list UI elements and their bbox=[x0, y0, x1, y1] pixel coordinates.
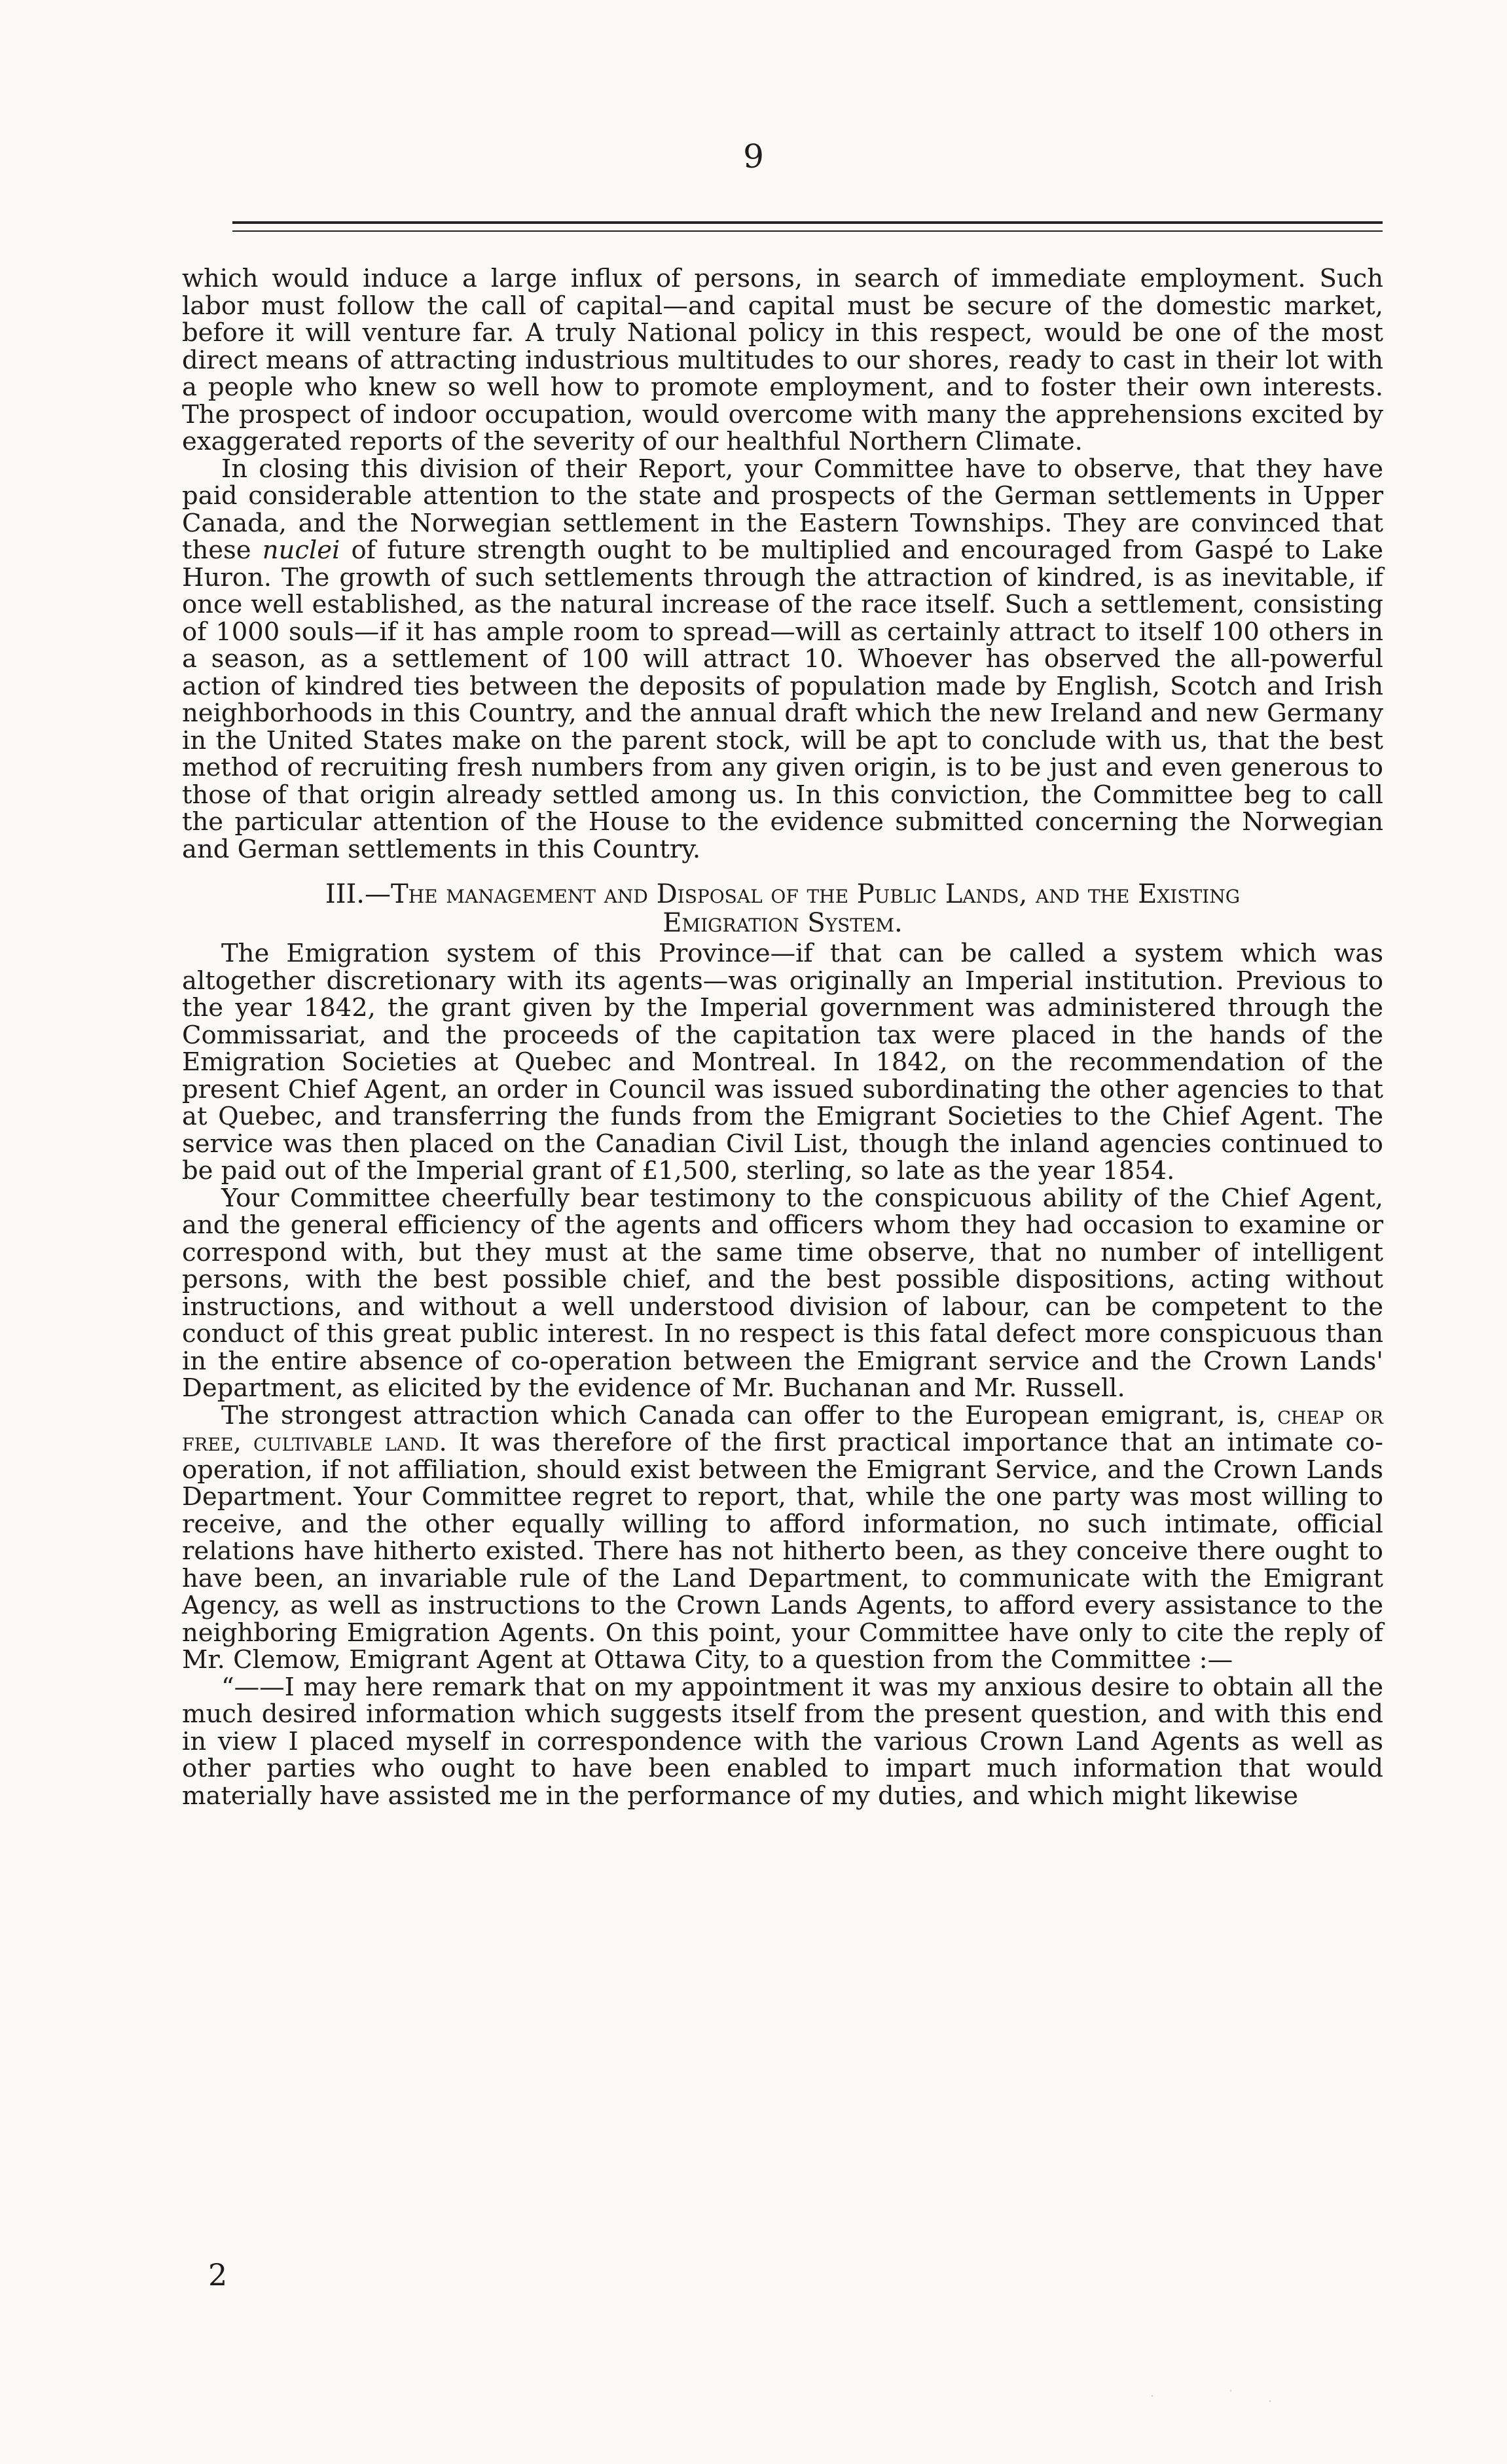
page-number: 9 bbox=[743, 137, 764, 175]
paragraph-cheap-land bbox=[182, 1402, 1383, 1674]
paragraph-committee-testimony: Your Committee cheerfully bear testimony to the conspicuous ability of the Chief Agent, and the general efficiency of the agents and officers whom they had occasion to examine or correspond with, but they must at the same time observe, that no number of intelligent persons, with the best possible chief, and the best possible dispositions, acting without instructions, and without a well understood division of labour, can be competent to the conduct of this great public interest. In no respect is this fatal defect more conspicuous than in the entire absence of co-operation between the Emigrant service and the Crown Lands' Department, as elicited by the evidence of Mr. Buchanan and Mr. Russell. bbox=[182, 1183, 1383, 1403]
scan-speckle bbox=[1113, 2383, 1309, 2409]
paragraph-clemow-quote: “——I may here remark that on my appointment it was my anxious desire to obtain all the much desired information which suggests itself from the present question, and with this end in view I placed myself in correspondence with the various Crown Land Agents as well as other parties who ought to have been enabled to impart much information that would materially have assisted me in the performance of my duties, and which might likewise bbox=[182, 1672, 1383, 1811]
paragraph-text: It was therefore of the first practical importance that an intimate co-operation, if not affiliation, should exist between the Emigrant Service, and the Crown Lands Department. Your Committee regret to report, that, while the one party was most willing to receive, and the other equally willing to afford information, no such intimate, official relations have hitherto existed. There has not hitherto been, as they conceive there ought to have been, an invariable rule of the Land Department, to communicate with the Emigrant Agency, as well as instructions to the Crown Lands Agents, to afford every assistance to the neighboring Emigration Agents. On this point, your Committee have only to cite the reply of Mr. Clemow, Emigrant Agent at Ottawa City, to a question from the Committee :— bbox=[182, 1428, 1383, 1675]
paragraph-text: of future strength ought to be multiplied and encouraged from Gaspé to Lake Huron. The growth of such settlements through the attraction of kindred, is as inevitable, if once well established, as the natural increase of the race itself. Such a settlement, consisting of 1000 souls—if it has ample room to spread—will as certainly attract to itself 100 others in a season, as a settlement of 100 will attract 10. Whoever has observed the all-powerful action of kindred ties between the deposits of population made by English, Scotch and Irish neighborhoods in this Country, and the annual draft which the new Ireland and new Germany in the United States make on the parent stock, will be apt to conclude with us, that the best method of recruiting fresh numbers from any given origin, is to be just and even generous to those of that origin already settled among us. In this conviction, the Committee beg to call the particular attention of the House to the evidence submitted concerning the Norwegian and German settlements in this Country. bbox=[182, 535, 1383, 864]
header-rule-thick bbox=[232, 221, 1383, 224]
section-heading-line-2: Emigration System. bbox=[663, 908, 903, 938]
section-heading bbox=[182, 880, 1383, 937]
paragraph-continuation: which would induce a large influx of persons, in search of immediate employment. Such labor must follow the call of capital—and capital must be secure of the domestic market, before it will venture far. A truly National policy in this respect, would be one of the most direct means of attracting industrious multitudes to our shores, ready to cast in their lot with a people who knew so well how to promote employment, and to foster their own interests. The prospect of indoor occupation, would overcome with many the apprehensions excited by exaggerated reports of the severity of our healthful Northern Climate. bbox=[182, 264, 1383, 456]
paragraph-text: The strongest attraction which Canada can offer to the European emigrant, is, bbox=[221, 1400, 1278, 1430]
body-text bbox=[182, 265, 1383, 1809]
paragraph-emigration-system: The Emigration system of this Province—if that can be called a system which was altogether discretionary with its agents—was originally an Imperial institution. Previous to the year 1842, the grant given by the Imperial government was administered through the Commissariat, and the proceeds of the capitation tax were placed in the hands of the Emigration Societies at Quebec and Montreal. In 1842, on the recommendation of the present Chief Agent, an order in Council was issued subordinating the other agencies to that at Quebec, and transferring the funds from the Emigrant Societies to the Chief Agent. The service was then placed on the Canadian Civil List, though the inland agencies continued to be paid out of the Imperial grant of £1,500, sterling, so late as the year 1854. bbox=[182, 939, 1383, 1186]
emphasis-nuclei: nuclei bbox=[262, 535, 340, 565]
signature-mark: 2 bbox=[208, 2257, 228, 2292]
paragraph-text: In closing this division of their Report, your Committee have to observe, that they have paid considerable attention to the state and prospects of the German settlements in Upper Canada, and the Norwegian settlement in the Eastern Townships. They are convinced that these bbox=[182, 454, 1383, 565]
section-heading-line-1: III.—The management and Disposal of the Public Lands, and the Existing bbox=[325, 879, 1241, 909]
small-caps-phrase: cheap or free, cultivable land. bbox=[182, 1400, 1383, 1457]
header-rule-thin bbox=[232, 230, 1383, 232]
paragraph-german-norwegian-settlements bbox=[182, 456, 1383, 863]
